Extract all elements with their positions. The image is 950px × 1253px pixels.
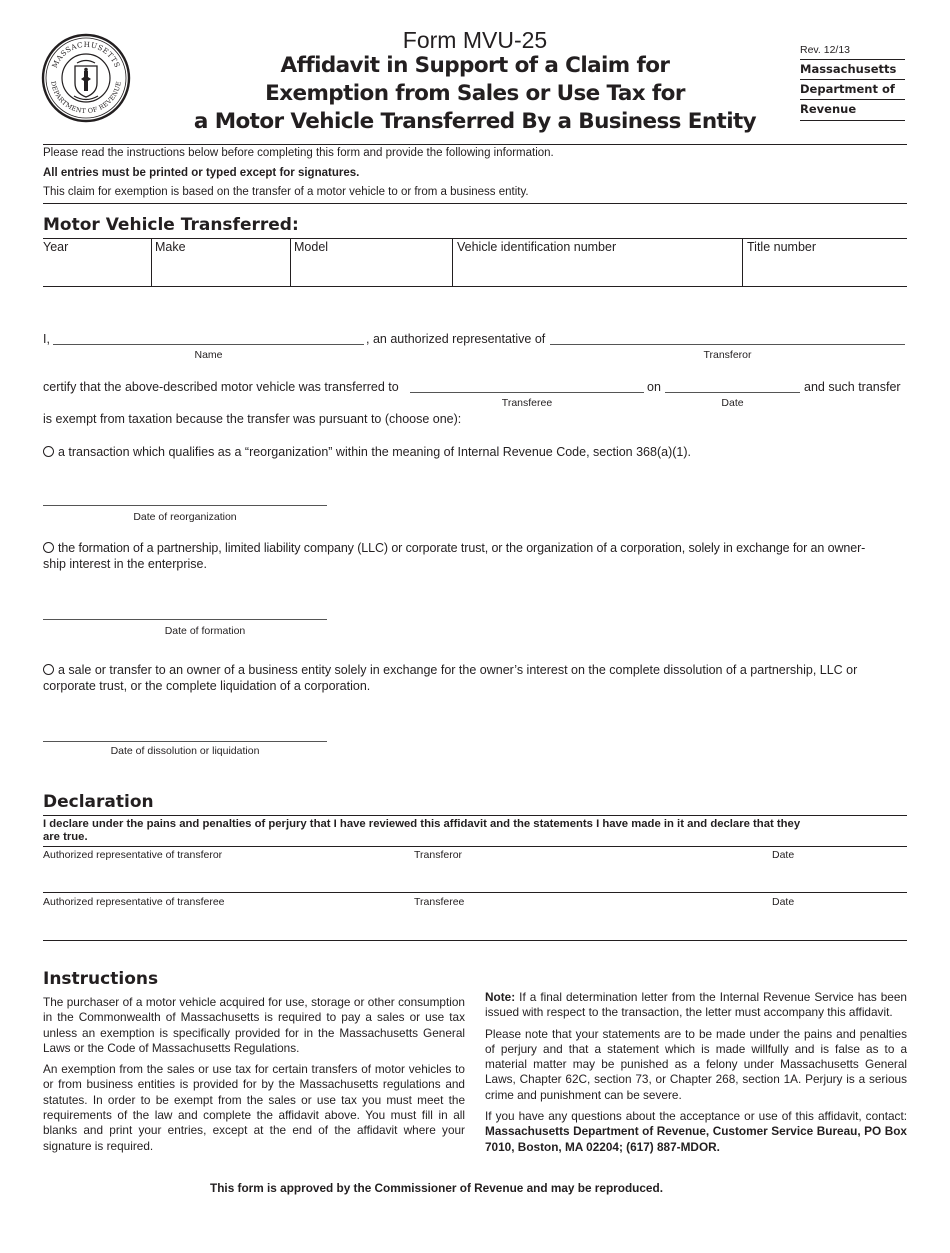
transferor-date-label: Date (772, 849, 795, 861)
option-reorganization-text: a transaction which qualifies as a “reorganization” within the meaning of Internal Revenue Code, section 368(a)(1). (58, 445, 691, 459)
option-formation-text-1: the formation of a partnership, limited liability company (LLC) or corporate trust, or the organization of a corporation, solely in exchange for an owner- (58, 541, 866, 555)
option-formation[interactable] (43, 540, 913, 572)
title-number-field[interactable] (747, 239, 905, 285)
instructions-left-column (43, 995, 465, 1160)
revision-date: Rev. 12/13 (800, 44, 851, 56)
model-field[interactable] (294, 239, 450, 285)
reorganization-date-label: Date of reorganization (133, 511, 237, 523)
seal-text-top: MASSACHUSETTS (49, 39, 123, 70)
radio-dissolution[interactable] (43, 664, 54, 675)
transferee-rep-label: Authorized representative of transferee (43, 896, 225, 908)
date-label: Date (721, 397, 744, 409)
vin-field[interactable] (457, 239, 740, 285)
name-label: Name (194, 349, 223, 361)
instructions-right-column (485, 990, 907, 1161)
transferor-label: Transferor (703, 349, 752, 361)
vehicle-section-heading: Motor Vehicle Transferred: (43, 215, 299, 235)
agency-name-1: Massachusetts (800, 62, 897, 76)
transferor-input[interactable] (550, 344, 905, 345)
declaration-statement-1: I declare under the pains and penalties of perjury that I have reviewed this affidavit and the statements I have made in it and declare that they (43, 818, 801, 830)
intro-line-3: This claim for exemption is based on the transfer of a motor vehicle to or from a business entity. (43, 186, 529, 198)
transferee-sign-label: Transferee (414, 896, 465, 908)
and-transfer-text: and such transfer (804, 380, 901, 394)
seal-text-bottom: DEPARTMENT OF REVENUE (49, 80, 123, 116)
signature-row-transferor[interactable] (43, 847, 907, 892)
make-field[interactable] (155, 239, 288, 285)
perjury-paragraph: Please note that your statements are to be made under the pains and penalties of perjury and that a statement which is made willfully and is false as to a material matter may be punished as a felony under Massachusetts General Laws, Chapter 62C, section 73, or Chapter 268, section 1A. Perjury is a serious crime and punishment can be severe. (485, 1026, 907, 1102)
option-dissolution-text-2: corporate trust, or the complete liquidation of a corporation. (43, 679, 371, 693)
declaration-heading: Declaration (43, 792, 154, 812)
title-line-2: Exemption from Sales or Use Tax for (265, 81, 685, 106)
form-title (180, 52, 770, 136)
intro-line-2: All entries must be printed or typed except for signatures. (43, 167, 360, 179)
instructions-heading: Instructions (43, 969, 159, 989)
formation-date-label: Date of formation (164, 625, 246, 637)
transferee-input[interactable] (410, 392, 644, 393)
option-formation-text-2: ship interest in the enterprise. (43, 557, 207, 571)
formation-date-input[interactable] (43, 619, 327, 620)
agency-name-2: Department of (800, 82, 895, 96)
contact-prefix: If you have any questions about the acceptance or use of this affidavit, contact: (485, 1109, 907, 1124)
signature-row-transferee[interactable] (43, 894, 907, 939)
reorganization-date-input[interactable] (43, 505, 327, 506)
instructions-paragraph-1: The purchaser of a motor vehicle acquired for use, storage or other consumption in the Commonwealth of Massachusetts is required to pay a sales or use tax unless an exemption is specifically provided for in the Massachusetts General Laws or the Code of Massachusetts Regulations. (43, 995, 465, 1055)
option-reorganization[interactable] (43, 444, 907, 460)
agency-name-3: Revenue (800, 102, 857, 116)
transfer-date-input[interactable] (665, 392, 800, 393)
name-input[interactable] (53, 344, 364, 345)
year-label: Year (43, 240, 69, 254)
title-line-3: a Motor Vehicle Transferred By a Business Entity (193, 109, 757, 134)
intro-line-1: Please read the instructions below before completing this form and provide the following information. (43, 147, 554, 159)
title-line-1: Affidavit in Support of a Claim for (280, 53, 670, 78)
representative-text: , an authorized representative of (366, 332, 546, 346)
department-seal (41, 33, 131, 123)
transferee-label: Transferee (501, 397, 553, 409)
form-number: Form MVU-25 (402, 27, 548, 53)
dissolution-date-input[interactable] (43, 741, 327, 742)
transferor-sign-label: Transferor (414, 849, 463, 861)
title-number-label: Title number (747, 240, 817, 254)
contact-info: Massachusetts Department of Revenue, Customer Service Bureau, PO Box 7010, Boston, MA 02204; (617) 887-MDOR. (485, 1124, 907, 1154)
certify-text: certify that the above-described motor vehicle was transferred to (43, 380, 399, 394)
exempt-text: is exempt from taxation because the transfer was pursuant to (choose one): (43, 412, 462, 426)
model-label: Model (294, 240, 329, 254)
option-dissolution-text-1: a sale or transfer to an owner of a business entity solely in exchange for the owner’s interest on the complete dissolution of a partnership, LLC or (58, 663, 858, 677)
radio-formation[interactable] (43, 542, 54, 553)
year-field[interactable] (43, 239, 149, 285)
declaration-statement (43, 818, 907, 844)
transferor-rep-label: Authorized representative of transferor (43, 849, 223, 861)
transferee-date-label: Date (772, 896, 795, 908)
option-dissolution[interactable] (43, 662, 907, 694)
footer-approval: This form is approved by the Commissioner of Revenue and may be reproduced. (210, 1181, 663, 1195)
declaration-statement-2: are true. (43, 831, 88, 843)
i-prefix: I, (43, 332, 50, 346)
vin-label: Vehicle identification number (457, 240, 617, 254)
make-label: Make (155, 240, 186, 254)
instructions-paragraph-2: An exemption from the sales or use tax for certain transfers of motor vehicles to or from business entities is provided for by the Massachusetts regulations and statutes. In order to be exempt from the sales or use tax you must meet the requirements of the law and complete the affidavit above. You must fill in all blanks and print your entries, except at the end of the affidavit where your signature is required. (43, 1062, 465, 1153)
note-text: If a final determination letter from the Internal Revenue Service has been issued with respect to the transaction, the letter must accompany this affidavit. (485, 990, 907, 1020)
radio-reorganization[interactable] (43, 446, 54, 457)
on-text: on (647, 380, 661, 394)
dissolution-date-label: Date of dissolution or liquidation (110, 745, 260, 757)
note-label: Note: (485, 990, 516, 1004)
